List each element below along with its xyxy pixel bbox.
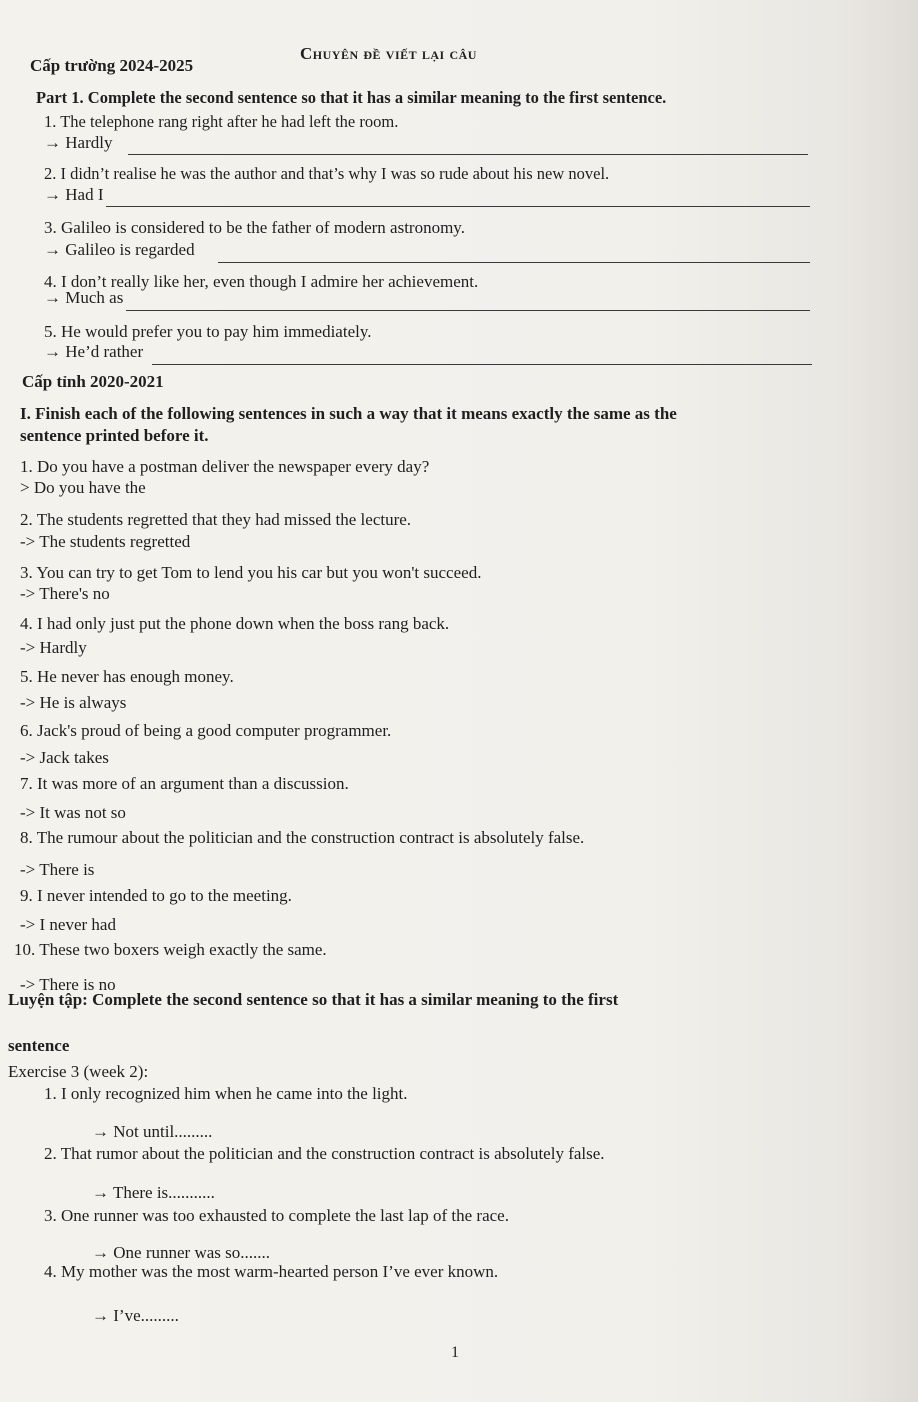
answer-line-3: [218, 262, 810, 263]
practice-prompt-3: → One runner was so.......: [92, 1243, 270, 1262]
part1-prompt-2: → Had I: [44, 185, 104, 204]
part2-level: Cấp tỉnh 2020-2021: [22, 372, 164, 391]
part1-level: Cấp trường 2024-2025: [30, 56, 194, 75]
part2-prompt-6: -> Jack takes: [20, 748, 109, 767]
part2-question-4: 4. I had only just put the phone down when the boss rang back.: [20, 614, 450, 633]
part2-question-9: 9. I never intended to go to the meeting.: [20, 886, 292, 905]
part1-question-1: 1. The telephone rang right after he had left the room.: [44, 112, 399, 131]
part1-question-5: 5. He would prefer you to pay him immediately.: [44, 322, 372, 341]
practice-question-4: 4. My mother was the most warm-hearted person I’ve ever known.: [44, 1262, 499, 1281]
part2-instruction-line2: sentence printed before it.: [20, 426, 209, 445]
part2-prompt-2: -> The students regretted: [20, 532, 191, 551]
part2-prompt-10: -> There is no: [20, 975, 116, 994]
part1-prompt-1: → Hardly: [44, 133, 113, 152]
practice-prompt-4: → I’ve.........: [92, 1306, 179, 1325]
part1-instruction: Part 1. Complete the second sentence so that it has a similar meaning to the first sentence.: [36, 88, 667, 107]
part1-prompt-5: → He’d rather: [44, 342, 144, 361]
part2-prompt-8: -> There is: [20, 860, 95, 879]
answer-line-5: [152, 364, 812, 365]
part1-prompt-4: → Much as: [44, 288, 124, 307]
part2-question-2: 2. The students regretted that they had missed the lecture.: [20, 510, 412, 529]
practice-question-2: 2. That rumor about the politician and the construction contract is absolutely false.: [44, 1144, 605, 1163]
part2-prompt-7: -> It was not so: [20, 803, 126, 822]
part2-prompt-4: -> Hardly: [20, 638, 87, 657]
part2-question-1: 1. Do you have a postman deliver the newspaper every day?: [20, 457, 430, 476]
part2-question-8: 8. The rumour about the politician and the construction contract is absolutely false.: [20, 828, 585, 847]
part2-instruction-line1: I. Finish each of the following sentences in such a way that it means exactly the same as the: [20, 404, 677, 423]
practice-heading-line1: Luyện tập: Complete the second sentence so that it has a similar meaning to the first: [8, 990, 619, 1009]
answer-line-2: [106, 206, 810, 207]
part2-question-10: 10. These two boxers weigh exactly the same.: [14, 940, 327, 959]
practice-question-1: 1. I only recognized him when he came into the light.: [44, 1084, 408, 1103]
part2-question-7: 7. It was more of an argument than a discussion.: [20, 774, 349, 793]
part2-question-3: 3. You can try to get Tom to lend you his car but you won't succeed.: [20, 563, 482, 582]
practice-question-3: 3. One runner was too exhausted to complete the last lap of the race.: [44, 1206, 509, 1225]
part1-question-2: 2. I didn’t realise he was the author and that’s why I was so rude about his new novel.: [44, 164, 610, 183]
practice-prompt-2: → There is...........: [92, 1183, 215, 1202]
exercise-label: Exercise 3 (week 2):: [8, 1062, 149, 1081]
part1-prompt-3: → Galileo is regarded: [44, 240, 195, 259]
part2-prompt-3: -> There's no: [20, 584, 110, 603]
part2-prompt-1: > Do you have the: [20, 478, 146, 497]
practice-heading-line2: sentence: [8, 1036, 70, 1055]
answer-line-4: [126, 310, 810, 311]
answer-line-1: [128, 154, 808, 155]
part2-prompt-5: -> He is always: [20, 693, 127, 712]
part1-question-3: 3. Galileo is considered to be the father of modern astronomy.: [44, 218, 465, 237]
page-number: 1: [451, 1344, 459, 1361]
part2-prompt-9: -> I never had: [20, 915, 116, 934]
part2-question-5: 5. He never has enough money.: [20, 667, 234, 686]
practice-prompt-1: → Not until.........: [92, 1122, 213, 1141]
part1-question-4: 4. I don’t really like her, even though I admire her achievement.: [44, 272, 479, 291]
part2-question-6: 6. Jack's proud of being a good computer programmer.: [20, 721, 392, 740]
page-title: Chuyên đề viết lại câu: [300, 44, 477, 63]
